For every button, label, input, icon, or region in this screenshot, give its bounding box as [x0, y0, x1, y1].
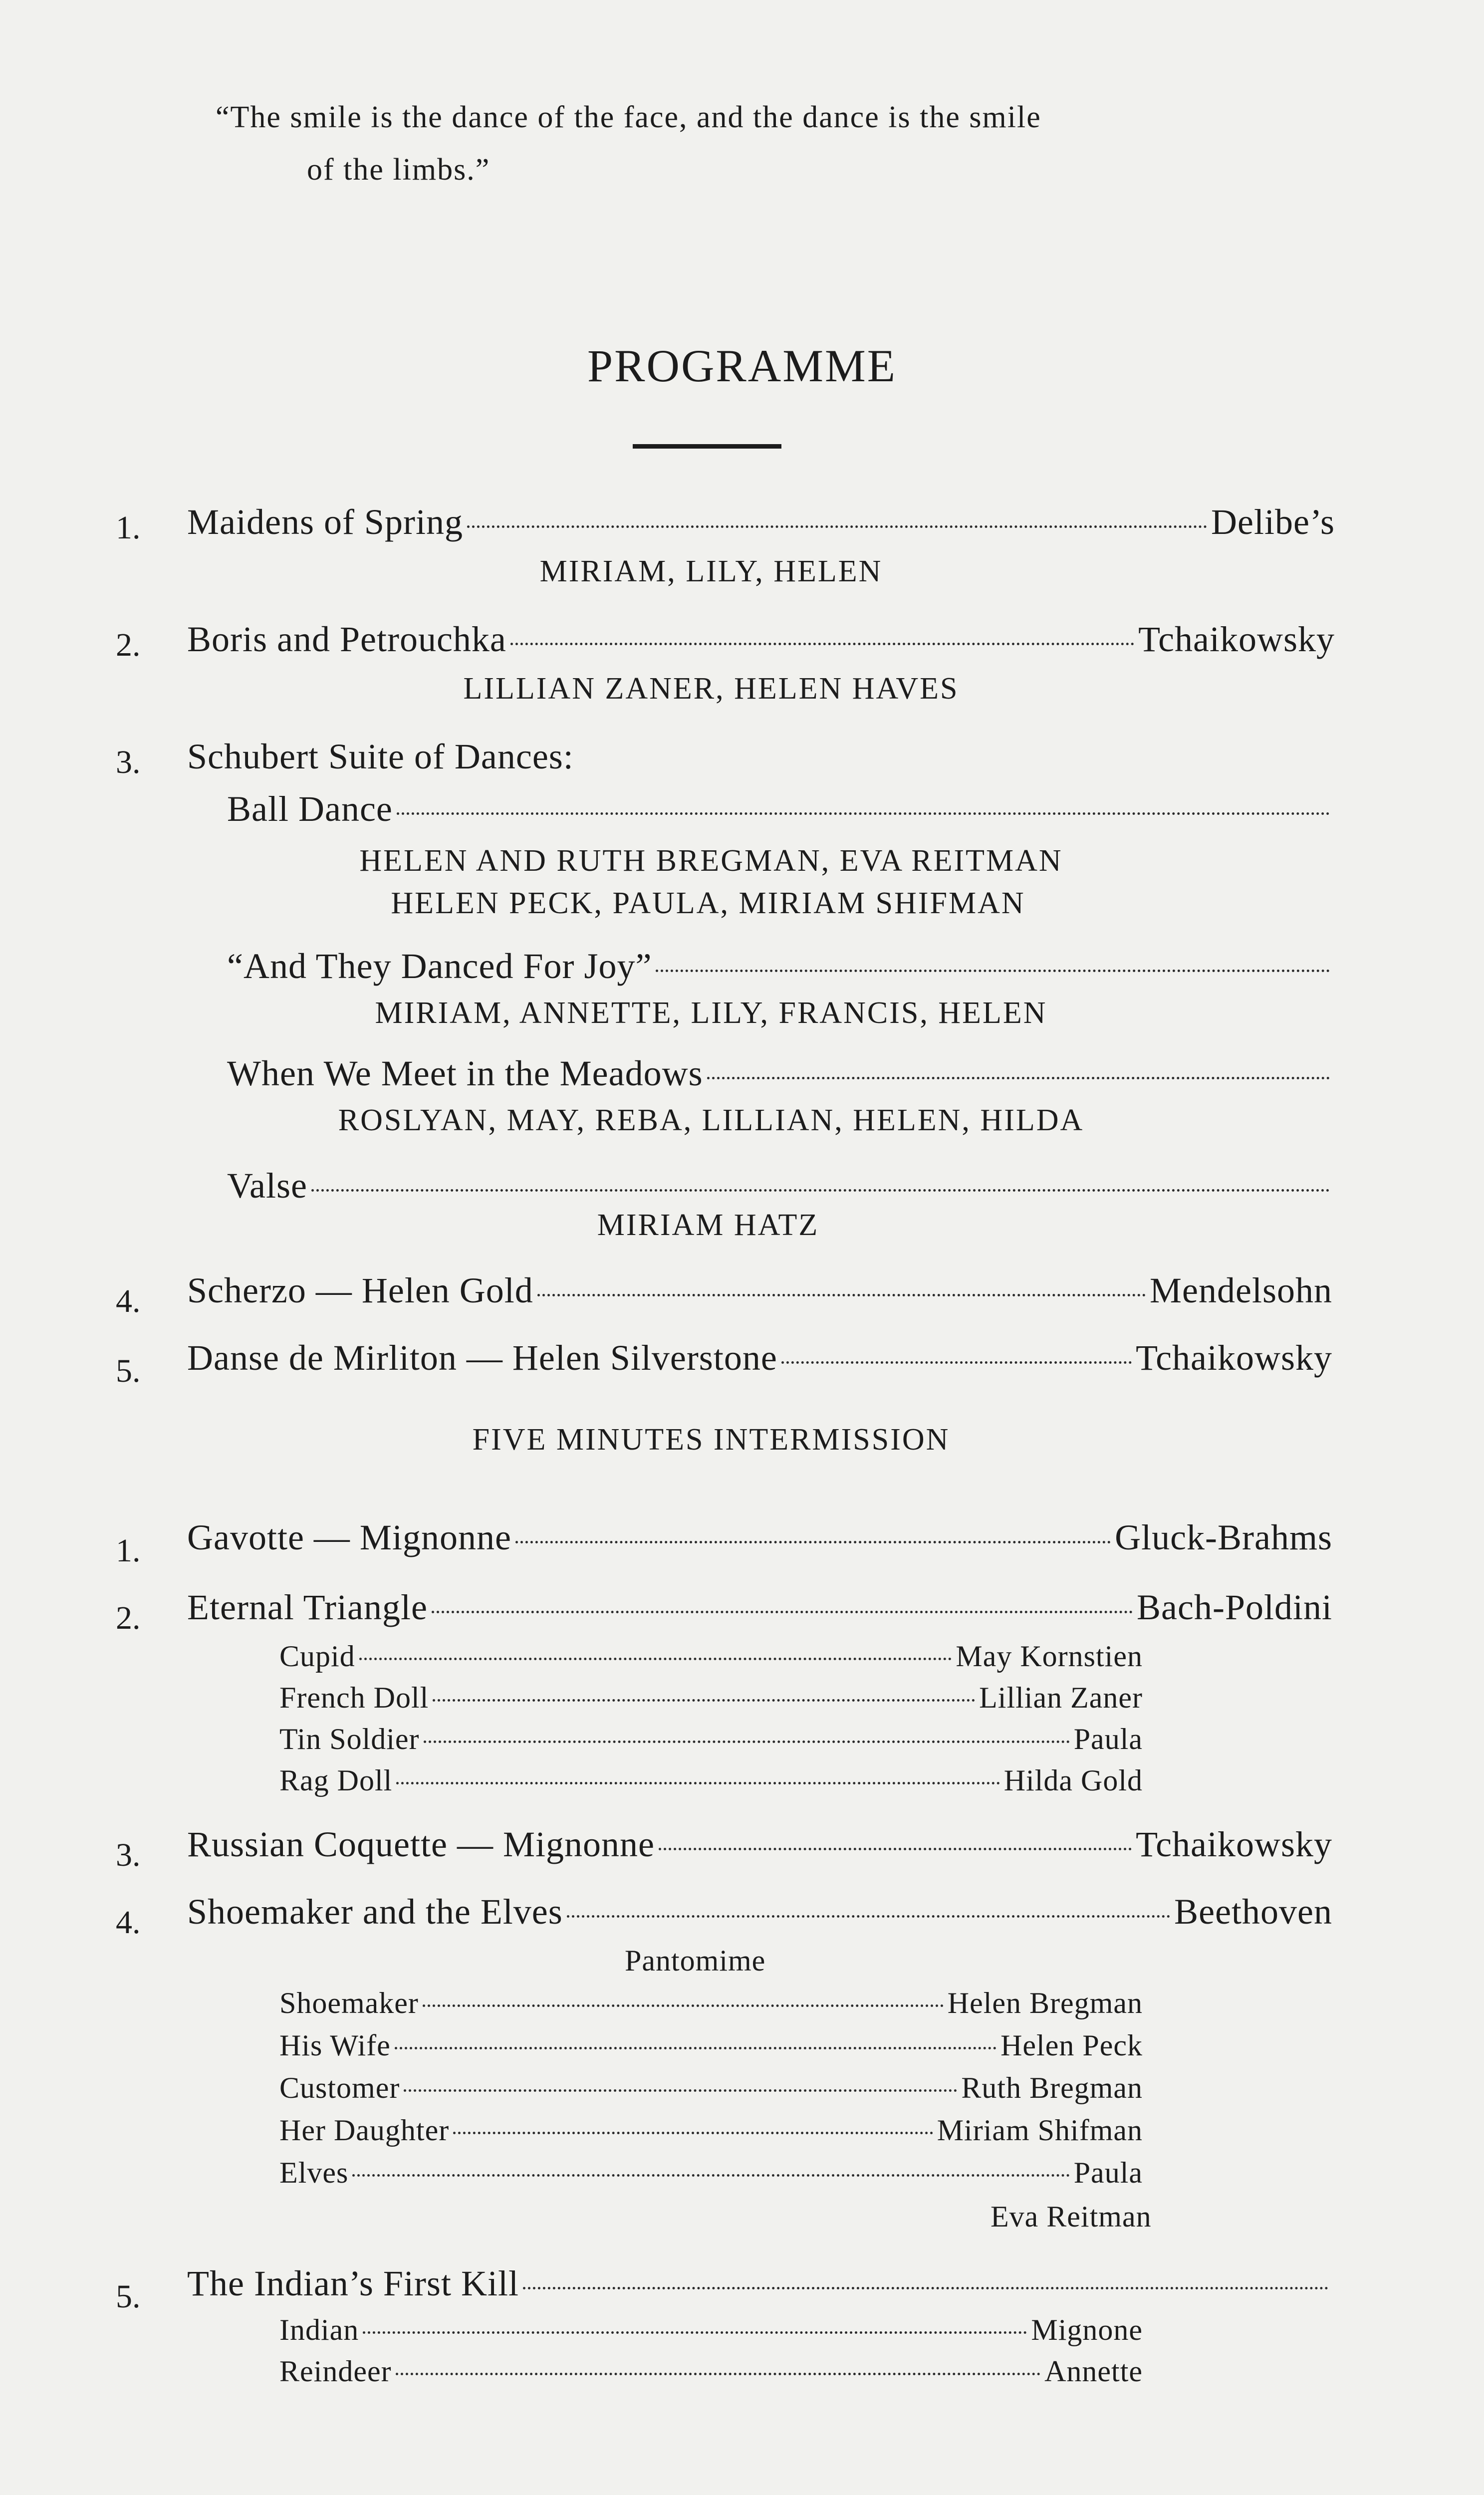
dot-leader: [363, 2331, 1027, 2334]
role-performer: Ruth Bregman: [961, 2071, 1143, 2104]
role-performer: Helen Peck: [1000, 2029, 1143, 2062]
dot-leader: [510, 643, 1134, 645]
suite-dance-title: When We Meet in the Meadows: [227, 1053, 703, 1093]
item-title: Shoemaker and the Elves: [187, 1892, 563, 1932]
role-row: [279, 2071, 1143, 2105]
dot-leader: [352, 2174, 1069, 2177]
dot-leader: [423, 2004, 944, 2007]
page-title: PROGRAMME: [587, 340, 897, 391]
item-composer: Gluck-Brahms: [1115, 1517, 1332, 1557]
role-name: Rag Doll: [279, 1764, 393, 1797]
item-title: Scherzo — Helen Gold: [187, 1270, 533, 1310]
suite-dance-title: Valse: [227, 1166, 307, 1206]
role-name: Reindeer: [279, 2355, 392, 2388]
item-number: 1.: [116, 509, 141, 546]
item-title: Eternal Triangle: [187, 1587, 428, 1627]
role-row: [279, 1681, 1143, 1715]
suite-dance-title: Ball Dance: [227, 789, 393, 829]
suite-dance-title: “And They Danced For Joy”: [227, 946, 652, 986]
item-number: 4.: [116, 1283, 141, 1319]
role-performer: Miriam Shifman: [937, 2114, 1143, 2147]
role-row: [279, 1722, 1143, 1756]
role-performer: Annette: [1044, 2355, 1143, 2388]
item-composer: Mendelsohn: [1150, 1270, 1332, 1310]
suite-dance: [227, 946, 1334, 987]
suite-dance: [227, 1053, 1334, 1094]
item-title: Maidens of Spring: [187, 502, 463, 542]
intermission-heading: FIVE MINUTES INTERMISSION: [472, 1423, 950, 1457]
quote-line-1: “The smile is the dance of the face, and the dance is the smile: [216, 100, 1041, 134]
role-performer: Hilda Gold: [1003, 1764, 1143, 1797]
programme-item: [187, 1270, 1332, 1311]
quote-line-2: of the limbs.”: [307, 153, 491, 187]
role-name: Her Daughter: [279, 2114, 450, 2147]
role-name: Elves: [279, 2156, 349, 2189]
item-number: 3.: [116, 1837, 141, 1873]
item-title: The Indian’s First Kill: [187, 2263, 519, 2303]
role-name: Tin Soldier: [279, 1723, 420, 1755]
item-composer: Tchaikowsky: [1136, 1824, 1332, 1864]
item-title: Boris and Petrouchka: [187, 619, 506, 659]
role-performer: Paula: [1073, 1723, 1143, 1755]
item-title: Schubert Suite of Dances:: [187, 737, 574, 776]
item-composer: Tchaikowsky: [1138, 619, 1335, 659]
dot-leader: [396, 2373, 1041, 2375]
role-name: French Doll: [279, 1681, 429, 1714]
suite-dance: [227, 788, 1334, 830]
dot-leader: [781, 1361, 1132, 1364]
item-composer: Beethoven: [1174, 1892, 1332, 1932]
dot-leader: [424, 1741, 1070, 1743]
role-row: [279, 2156, 1143, 2190]
item-number: 5.: [116, 1353, 141, 1389]
dot-leader: [432, 1611, 1133, 1613]
role-row: [279, 2113, 1143, 2148]
dot-leader: [311, 1189, 1330, 1192]
dot-leader: [359, 1658, 952, 1660]
item-number: 4.: [116, 1904, 141, 1941]
role-performer: Lillian Zaner: [979, 1681, 1143, 1714]
suite-dance: [227, 1165, 1334, 1207]
dot-leader: [397, 812, 1330, 815]
role-performer: Mignone: [1031, 2313, 1143, 2346]
suite-cast: HELEN PECK, PAULA, MIRIAM SHIFMAN: [391, 886, 1025, 920]
role-row: [279, 1763, 1143, 1798]
item-title: Russian Coquette — Mignonne: [187, 1824, 655, 1864]
item-number: 2.: [116, 627, 141, 663]
role-performer-second: Eva Reitman: [990, 2200, 1152, 2233]
dot-leader: [396, 1782, 999, 1784]
role-row: [279, 1639, 1143, 1674]
role-row: [279, 2313, 1143, 2347]
programme-item: [187, 1587, 1332, 1628]
programme-item: [187, 2263, 1332, 2304]
role-name: Shoemaker: [279, 1987, 419, 2019]
suite-cast: ROSLYAN, MAY, REBA, LILLIAN, HELEN, HILDA: [338, 1103, 1084, 1137]
suite-cast: MIRIAM, ANNETTE, LILY, FRANCIS, HELEN: [375, 996, 1047, 1030]
programme-item: [187, 1891, 1332, 1933]
dot-leader: [537, 1294, 1146, 1296]
role-row: [279, 2028, 1143, 2063]
dot-leader: [395, 2047, 996, 2049]
programme-item: [187, 1517, 1332, 1558]
title-rule: [633, 444, 781, 449]
role-name: His Wife: [279, 2029, 391, 2062]
item-title: Gavotte — Mignonne: [187, 1517, 511, 1557]
suite-cast: HELEN AND RUTH BREGMAN, EVA REITMAN: [359, 844, 1063, 878]
dot-leader: [523, 2287, 1328, 2289]
programme-item: [187, 1824, 1332, 1865]
role-performer: Helen Bregman: [947, 1987, 1143, 2019]
dot-leader: [567, 1915, 1170, 1918]
dot-leader: [707, 1077, 1330, 1079]
role-row: [279, 2354, 1143, 2389]
suite-cast: MIRIAM HATZ: [597, 1208, 819, 1242]
programme-item: [187, 619, 1335, 660]
dot-leader: [433, 1699, 975, 1702]
dot-leader: [656, 970, 1330, 972]
role-performer: Paula: [1073, 2156, 1143, 2189]
dot-leader: [659, 1848, 1132, 1850]
dot-leader: [453, 2132, 933, 2134]
role-name: Cupid: [279, 1640, 355, 1673]
item-composer: Delibe’s: [1211, 502, 1335, 542]
item-title: Danse de Mirliton — Helen Silverstone: [187, 1338, 777, 1378]
item-cast: MIRIAM, LILY, HELEN: [539, 554, 883, 588]
item-composer: Tchaikowsky: [1136, 1338, 1332, 1378]
dot-leader: [515, 1541, 1111, 1543]
item-number: 3.: [116, 744, 141, 780]
item-number: 2.: [116, 1600, 141, 1636]
programme-item: [187, 501, 1335, 543]
role-name: Customer: [279, 2071, 400, 2104]
programme-item: [187, 1337, 1332, 1379]
pantomime-note: Pantomime: [625, 1944, 766, 1977]
dot-leader: [467, 525, 1207, 528]
item-cast: LILLIAN ZANER, HELEN HAVES: [463, 672, 959, 706]
dot-leader: [404, 2089, 957, 2092]
item-number: 1.: [116, 1532, 141, 1569]
item-composer: Bach-Poldini: [1137, 1587, 1332, 1627]
role-row: [279, 1986, 1143, 2020]
role-name: Indian: [279, 2313, 359, 2346]
role-performer: May Kornstien: [956, 1640, 1143, 1673]
item-number: 5.: [116, 2278, 141, 2315]
